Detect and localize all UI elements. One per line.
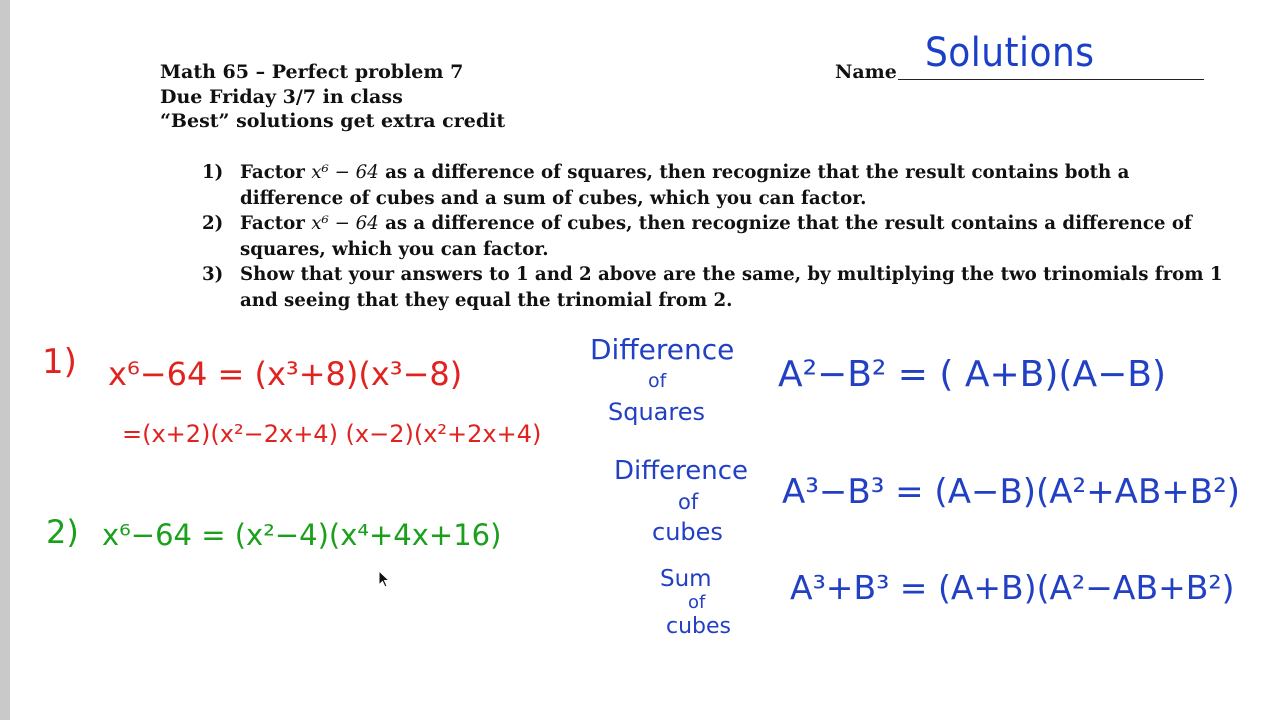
diff-cubes-label-3: cubes bbox=[652, 518, 723, 546]
sum-cubes-label-1: Sum bbox=[660, 566, 712, 592]
name-label: Name bbox=[835, 61, 897, 83]
diff-cubes-label-1: Difference bbox=[614, 456, 749, 486]
problem-list bbox=[202, 160, 1230, 313]
solution-1-number: 1) bbox=[42, 342, 77, 382]
diff-squares-label-1: Difference bbox=[590, 333, 735, 366]
diff-squares-formula: A²−B² = ( A+B)(A−B) bbox=[778, 354, 1167, 395]
solution-2-line-1: x⁶−64 = (x²−4)(x⁴+4x+16) bbox=[102, 518, 502, 552]
sum-cubes-label-2: of bbox=[688, 592, 706, 613]
course-title: Math 65 – Perfect problem 7 bbox=[160, 61, 464, 83]
diff-cubes-formula: A³−B³ = (A−B)(A²+AB+B²) bbox=[782, 472, 1240, 512]
problem-2: 2) Factor x⁶ − 64 as a difference of cubes, then recognize that the result contains a difference of squares, which you can factor. bbox=[202, 213, 1192, 260]
sum-cubes-formula: A³+B³ = (A+B)(A²−AB+B²) bbox=[790, 568, 1235, 607]
solution-2-number: 2) bbox=[46, 513, 79, 551]
diff-cubes-label-2: of bbox=[678, 490, 699, 514]
due-date: Due Friday 3/7 in class bbox=[160, 85, 403, 108]
mouse-cursor-icon bbox=[378, 570, 392, 588]
diff-squares-label-3: Squares bbox=[608, 398, 705, 426]
name-underline bbox=[898, 79, 1204, 80]
sum-cubes-label-3: cubes bbox=[666, 614, 732, 639]
diff-squares-label-2: of bbox=[648, 370, 667, 392]
document-header bbox=[160, 60, 505, 134]
page-gutter bbox=[0, 0, 10, 720]
solution-1-line-2: =(x+2)(x²−2x+4) (x−2)(x²+2x+4) bbox=[122, 420, 542, 448]
solution-1-line-1: x⁶−64 = (x³+8)(x³−8) bbox=[108, 355, 463, 393]
problem-3: 3) Show that your answers to 1 and 2 above are the same, by multiplying the two trinomials from 1 and seeing that they equal the trinomial from 2. bbox=[202, 264, 1223, 311]
problem-1: 1) Factor x⁶ − 64 as a difference of squares, then recognize that the result contains both a difference of cubes and a sum of cubes, which you can factor. bbox=[202, 162, 1130, 209]
name-handwritten: Solutions bbox=[925, 30, 1095, 76]
extra-credit-note: “Best” solutions get extra credit bbox=[160, 110, 506, 132]
document-page bbox=[10, 0, 1280, 720]
